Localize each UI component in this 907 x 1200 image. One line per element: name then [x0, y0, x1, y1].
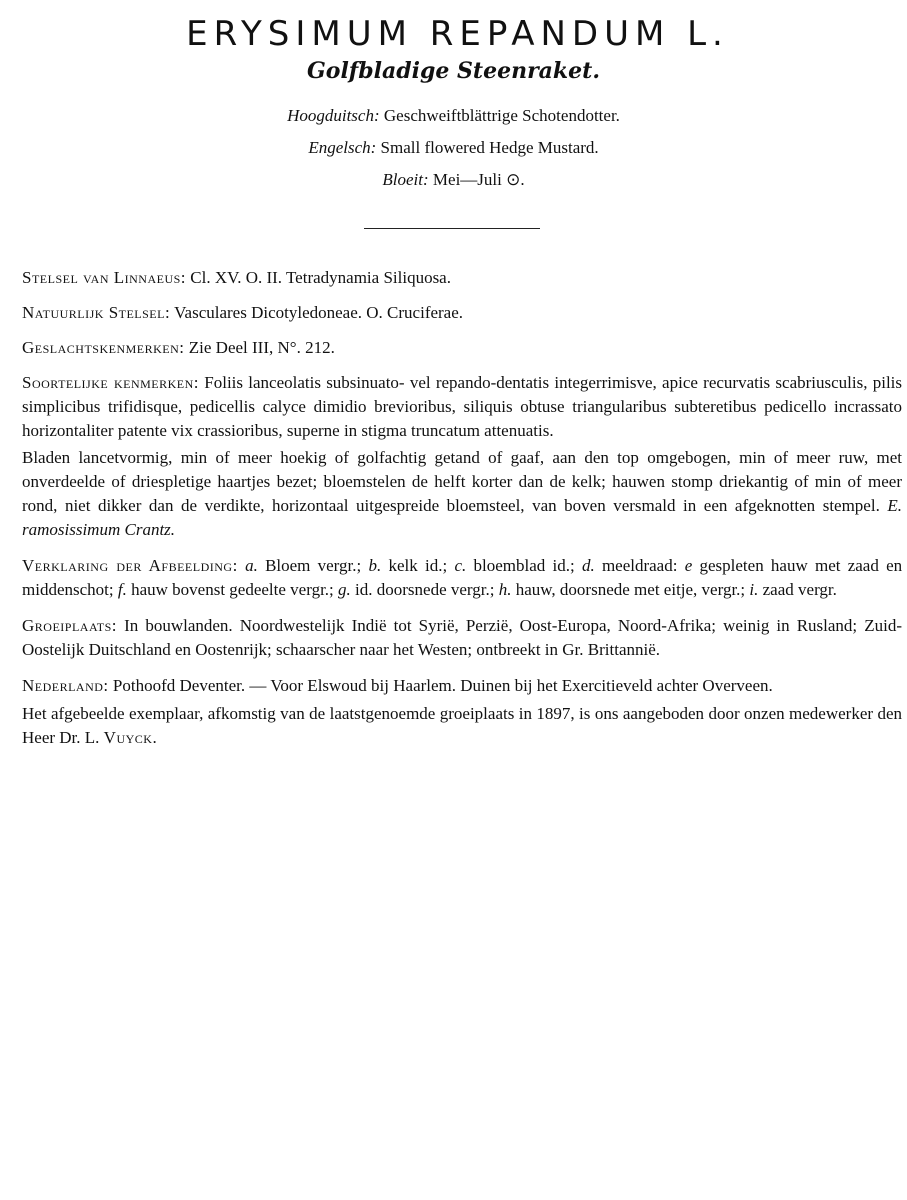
netherlands-paragraph [22, 674, 902, 698]
figure-key-f: f. [117, 580, 127, 599]
bloom-line [0, 164, 907, 196]
figure-key-a: a. [245, 556, 258, 575]
habitat-paragraph [22, 614, 902, 662]
figure-text-h: hauw, doorsnede met eitje, vergr.; [515, 580, 746, 599]
bloom-label: Bloeit: [382, 170, 429, 189]
synonym: E. ramosissimum Crantz. [22, 496, 903, 539]
figure-key-h: h. [498, 580, 512, 599]
figure-text-b: kelk id.; [388, 556, 448, 575]
figure-text-c: bloemblad id.; [473, 556, 575, 575]
natural-system-value: Vasculares Dicotyledoneae. O. Cruciferae. [174, 303, 464, 322]
habitat-value: In bouwlanden. Noordwestelijk Indië tot Syrië, Perzië, Oost-Europa, Noord-Afrika; weinig in Rusland; Zuid-Oostelijk Duitschland en Oostenrijk; schaarscher naar het Westen; ontbreekt in Gr. Brittannië. [22, 616, 902, 659]
description-text: Bladen lancetvormig, min of meer hoekig of golfachtig getand of gaaf, aan den top omgebogen, min of meer ruw, met onverdeelde of driespletige haartjes bezet; bloemstelen de helft korter dan de kelk; hauwen stomp driekantig of min of meer rond, niet dikker dan de verdikte, horizontaal uitgespreide bloemsteel, van boven versmald in een afgeknotten stempel. [22, 448, 902, 515]
figure-key-b: b. [368, 556, 382, 575]
figure-key-d: d. [581, 556, 595, 575]
linnaeus-label: Stelsel van Linnaeus: [22, 268, 187, 287]
species-characters-paragraph [22, 371, 902, 443]
specimen-collector: Vuyck. [103, 728, 158, 747]
description-paragraph [22, 446, 902, 542]
species-title: ERYSIMUM REPANDUM L. [186, 14, 729, 54]
english-name: Small flowered Hedge Mustard. [380, 138, 599, 157]
figure-key-g: g. [338, 580, 351, 599]
english-label: Engelsch: [308, 138, 377, 157]
divider-rule [364, 228, 540, 229]
figure-explanation-paragraph [22, 554, 902, 602]
netherlands-label: Nederland: [22, 676, 109, 695]
common-names [0, 100, 907, 196]
figure-text-e: gespleten hauw met zaad en middenschot; [22, 556, 903, 599]
german-name-line [0, 100, 907, 132]
habitat-label: Groeiplaats: [22, 616, 118, 635]
english-name-line [0, 132, 907, 164]
figure-key-c: c. [454, 556, 467, 575]
linnaeus-paragraph [22, 266, 902, 290]
figure-text-g: id. doorsnede vergr.; [355, 580, 495, 599]
dutch-name: Golfbladige Steenraket. [306, 58, 600, 84]
figure-text-a: Bloem vergr.; [265, 556, 362, 575]
netherlands-value: Pothoofd Deventer. — Voor Elswoud bij Haarlem. Duinen bij het Exercitieveld achter Overveen. [112, 676, 773, 695]
figure-text-d: meeldraad: [601, 556, 678, 575]
species-characters-value: Foliis lanceolatis subsinuato- vel repando-dentatis integerrimisve, apice recurvatis scabriusculis, pilis simplicibus trifidisque, pedicellis calyce dimidio brevioribus, siliquis obtuse triangularibus subteretibus pedicello incrassato horizontaliter patente vix crassioribus, superne in stigma truncatum attenuatis. [22, 373, 903, 440]
document-body [22, 266, 902, 758]
german-label: Hoogduitsch: [287, 106, 380, 125]
natural-system-paragraph [22, 301, 902, 325]
natural-system-label: Natuurlijk Stelsel: [22, 303, 171, 322]
genus-label: Geslachtskenmerken: [22, 338, 185, 357]
bloom-value: Mei—Juli ⊙. [432, 170, 525, 189]
figure-text-f: hauw bovenst gedeelte vergr.; [131, 580, 334, 599]
species-characters-label: Soortelijke kenmerken: [22, 373, 200, 392]
specimen-paragraph [22, 702, 902, 750]
figure-explanation-label: Verklaring der Afbeelding: [22, 556, 238, 575]
figure-key-i: i. [749, 580, 759, 599]
figure-key-e: e [684, 556, 693, 575]
genus-value: Zie Deel III, N°. 212. [188, 338, 335, 357]
german-name: Geschweiftblättrige Schotendotter. [383, 106, 620, 125]
figure-text-i: zaad vergr. [762, 580, 837, 599]
genus-paragraph [22, 336, 902, 360]
specimen-text: Het afgebeelde exemplaar, afkomstig van de laatstgenoemde groeiplaats in 1897, is ons aangeboden door onzen medewerker den Heer Dr. L. [22, 704, 902, 747]
linnaeus-value: Cl. XV. O. II. Tetradynamia Siliquosa. [190, 268, 451, 287]
